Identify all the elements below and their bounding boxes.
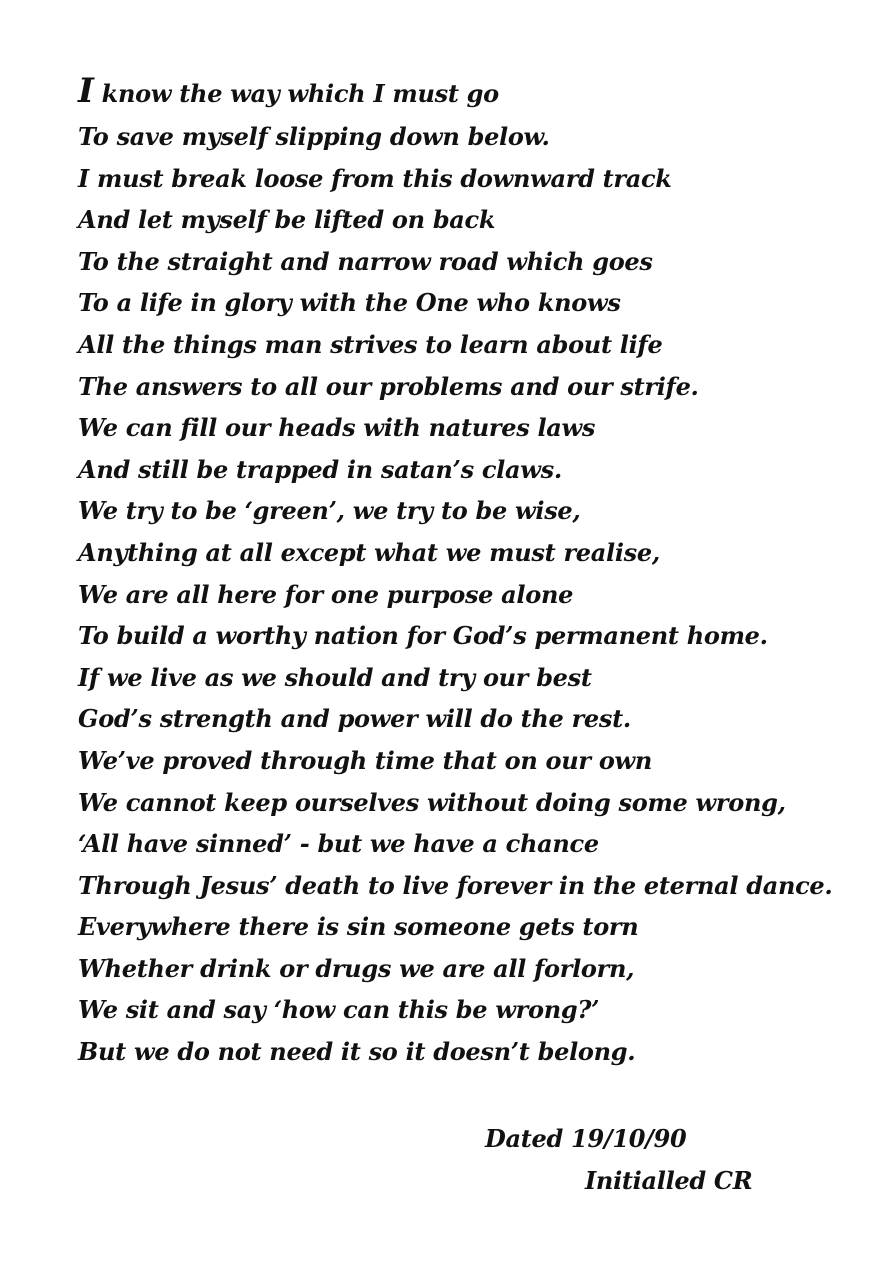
poem-line: Whether drink or drugs we are all forlorn, [78,953,635,983]
poem-line: Anything at all except what we must realise, [78,537,660,567]
poem-line: We sit and say ‘how can this be wrong?’ [78,995,600,1025]
poem-line: To build a worthy nation for God’s permanent home. [78,621,768,651]
poem-line: And still be trapped in satan’s claws. [78,454,562,484]
poem-body [78,72,878,1073]
poem-line: We cannot keep ourselves without doing some wrong, [78,787,786,817]
poem-line: To the straight and narrow road which goes [78,246,653,276]
poem-line: To save myself slipping down below. [78,122,550,151]
poem-line: All the things man strives to learn about life [78,329,663,359]
poem-line: And let myself be lifted on back [78,205,496,235]
poem-line: Through Jesus’ death to live forever in the eternal dance. [78,870,833,900]
poem-line: Everywhere there is sin someone gets torn [78,912,639,942]
poem-line: We can fill our heads with natures laws [78,413,596,443]
poem-line: We try to be ‘green’, we try to be wise, [78,496,581,526]
poem-line: We’ve proved through time that on our own [78,745,653,775]
poem-line-1 [78,72,878,116]
poem-line: To a life in glory with the One who knows [78,288,621,318]
poem-line: The answers to all our problems and our strife. [78,371,699,401]
poem-line: If we live as we should and try our best [78,662,592,692]
initialled-line: Initialled CR [585,1166,753,1195]
poem-line: God’s strength and power will do the rest. [78,704,631,734]
poem-line: ‘All have sinned’ - but we have a chance [78,829,599,859]
dated-line: Dated 19/10/90 [485,1124,687,1153]
poem-line: But we do not need it so it doesn’t belong. [78,1037,636,1067]
poem-line: We are all here for one purpose alone [78,579,574,609]
poem-initial-letter: I [78,71,94,111]
poem-line: I must break loose from this downward track [78,163,672,193]
poem-line-1-text: know the way which I must go [93,79,499,108]
